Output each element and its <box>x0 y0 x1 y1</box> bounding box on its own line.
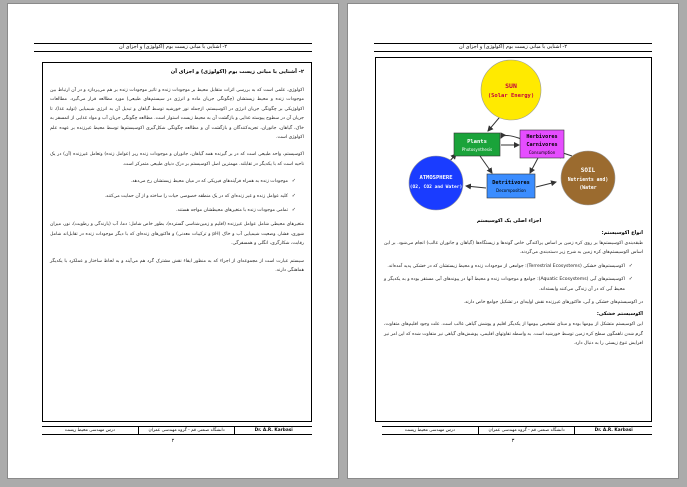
page-footer <box>42 426 312 435</box>
paragraph-system: سیستم عبارت است از مجموعه‌ای از اجزاء که به منظور ایفاء نقش مشترک گرد هم می‌آیند و به لحاظ ساختار و عملکرد با یکدیگر هماهنگی دارند. <box>50 258 304 274</box>
arrow-plants-detritivores <box>480 156 492 173</box>
land-heading: اکوسیستم خشکی: <box>596 311 643 318</box>
footer-course: درس مهندسی محیط زیست <box>64 428 115 433</box>
decomposition-label: Decomposition <box>496 188 526 193</box>
atmosphere-sublabel: (O2, CO2 and Water) <box>409 185 463 190</box>
bullet-item: ✓ موجودات زنده به همراه فرآیندهای فیزیکی که در میان محیط زیستشان رخ می‌دهد. <box>50 177 296 186</box>
page-number: ۳ <box>511 438 515 444</box>
herbivores-label: Herbivores <box>526 134 558 140</box>
footer-author: Dr. A.R. Karbasi <box>234 427 312 434</box>
arrow-detritivores-atmosphere <box>466 186 486 188</box>
types-paragraph: طبقه‌بندی اکوسیستم‌ها بر روی کره زمین بر اساس پراکندگی خاص گونه‌ها و زیستگاه‌ها (گیاهان و جانوران غالب) انجام می‌شود. بر این اساس اکوسیستم‌های کره زمین به شرح زیر دسته‌بندی می‌گردند. <box>384 241 643 256</box>
sun-label: SUN <box>505 82 517 90</box>
bullet-item: ✓ تمامی موجودات زنده با متغیرهای محیطشان مواجه هستند. <box>50 206 296 215</box>
atmosphere-node <box>409 156 463 210</box>
page-header: ۲- آشنایی با مبانی زیست بوم (اکولوژی) و اجزای آن <box>34 43 312 52</box>
bullet-item: ✓ کلیه عوامل زنده و غیر زنده‌ای که در یک منطقه خصوصی حیات را ساخته و از آن حمایت می‌کنند. <box>50 192 296 201</box>
diagram-caption: اجزاء اصلی یک اکوسیستم <box>476 218 542 224</box>
document-page-left <box>7 3 339 479</box>
types-paragraph-2: در اکوسیستم‌های خشکی و آبی، فاکتورهای غیرزنده نقش اولیه‌ای در تشکیل جوامع خاص دارند. <box>463 300 643 306</box>
paragraph-variables: متغیرهای محیطی شامل عوامل غیرزنده (اقلیم و زمین‌شناسی گسترده)، بطور خاص شامل: دما، آب (بارندگی و رطوبت)، نور، میزان شوری، فشار، وضعیت شیمیایی آب و خاک (pH و ترکیبات معدنی) و فاکتورهای زنده‌ای که با دیگر موجودات زنده در تقابل‌اند شامل رقابت، شکارگری، انگلی و همسفرگی. <box>50 222 304 247</box>
content-frame <box>42 62 312 422</box>
sun-node <box>481 60 541 120</box>
soil-label: SOIL <box>580 167 596 174</box>
soil-sublabel-2: Water) <box>579 186 597 191</box>
carnivores-label: Carnivores <box>526 142 558 148</box>
right-text-block <box>384 230 643 353</box>
section-heading: ۲- آشنایی با مبانی زیست بوم (اکولوژی) و اجزای آن <box>170 69 304 75</box>
consumption-label: Consumption <box>528 150 556 155</box>
footer-institution: دانشگاه صنعتی قم - گروه مهندسی عمران <box>478 427 575 434</box>
paragraph-ecosystem: اکوسیستم، واحد طبیعی است که در بر گیرنده همه گیاهان، جانوران و موجودات زنده ریز (عوامل زنده) وتعامل غیرزنده (آن) در یک ناحیه است که با یکدیگر در تقابلند. مهمترین اصل اکوسیستم بر درک دنیای طبیعی متمرکز است. <box>50 152 304 167</box>
land-paragraph: این اکوسیستم متشکل از بیومها بوده و مبنای تشخیص بیومها از یکدیگر اقلیم و پوشش گیاهی غالب است. علت وجود اقلیم‌های متفاوت، گرم شدن ناهمگون سطح کره زمین توسط خورشید است. به واسطه تفاوتهای اقلیمی، پوشش‌های گیاهی نیز متفاوت شده که این امر نیز افزایش تنوع زیستی را به دنبال دارد. <box>384 322 643 347</box>
detritivores-node <box>487 174 535 198</box>
page-header: ۲- آشنایی با مبانی زیست بوم (اکولوژی) و اجزای آن <box>374 43 652 52</box>
footer-course: درس مهندسی محیط زیست <box>404 428 455 433</box>
page-number: ۲ <box>171 438 175 444</box>
content-frame <box>375 57 652 422</box>
detritivores-label: Detritivores <box>492 180 530 186</box>
arrow-detritivores-soil <box>536 182 556 187</box>
footer-author: Dr. A.R. Karbasi <box>574 427 652 434</box>
arrow-herbivores-detritivores <box>530 158 538 173</box>
soil-sublabel-1: (Nutrients and <box>567 178 609 183</box>
footer-institution: دانشگاه صنعتی قم - گروه مهندسی عمران <box>138 427 235 434</box>
plants-label: Plants <box>467 139 487 145</box>
bullet-item: ✓ اکوسیستم‌های خشکی (Terrestrial Ecosystems): جوامعی از موجودات زنده و محیط زیستشان که در خشکی پدید آمده‌اند. <box>384 262 633 271</box>
bullet-item: ✓ اکوسیستم‌های آبی (Aquatic Ecosystems): جوامع و موجودات زنده و محیط آنها در پیوندهای آبی مستقر بوده و به یکدیگر و محیط آبی که در آن زندگی می‌کنند وابسته‌اند. <box>384 275 633 294</box>
sun-sublabel: (Solar Energy) <box>487 93 535 99</box>
atmosphere-label: ATMOSPHERE <box>419 175 453 181</box>
plants-sublabel: Photosynthesis <box>461 147 493 152</box>
document-page-right <box>347 3 679 479</box>
ecosystem-diagram <box>376 58 652 230</box>
paragraph-ecology: اکولوژی، علمی است که به بررسی اثرات متقابل محیط بر موجودات زنده و تاثیر موجودات زنده بر هم می‌پردازد و در آن ارتباط بین موجودات زنده و محیط زیستشان (چگونگی جریان ماده و انرژی در سیستم‌های طبیعی) مورد مطالعه قرار می‌گیرد. مطالعات اکولوژیکی بر چگونگی جریان انرژی در اکوسیستم، ازجمله نور خورشید توسط گیاهان و تبدیل آن به انرژی شیمیایی (تولید غذا)، تا جریان آن در سطوح پیوسته غذایی و بازگشت آن به محیط زیست استوار است. مطالعه چگونگی جریان آب و مواد غذایی از اتمسفر به خاک، گیاهان، جانوران، تجزیه‌کنندگان و بازگشت آن و مطالعه چگونگی شکل‌گیری اکوسیستم‌ها توسط محیط غیرزنده بر عهده علم اکولوژی است. <box>50 88 304 141</box>
page-footer <box>382 426 652 435</box>
types-heading: انواع اکوسیستم: <box>601 230 643 236</box>
